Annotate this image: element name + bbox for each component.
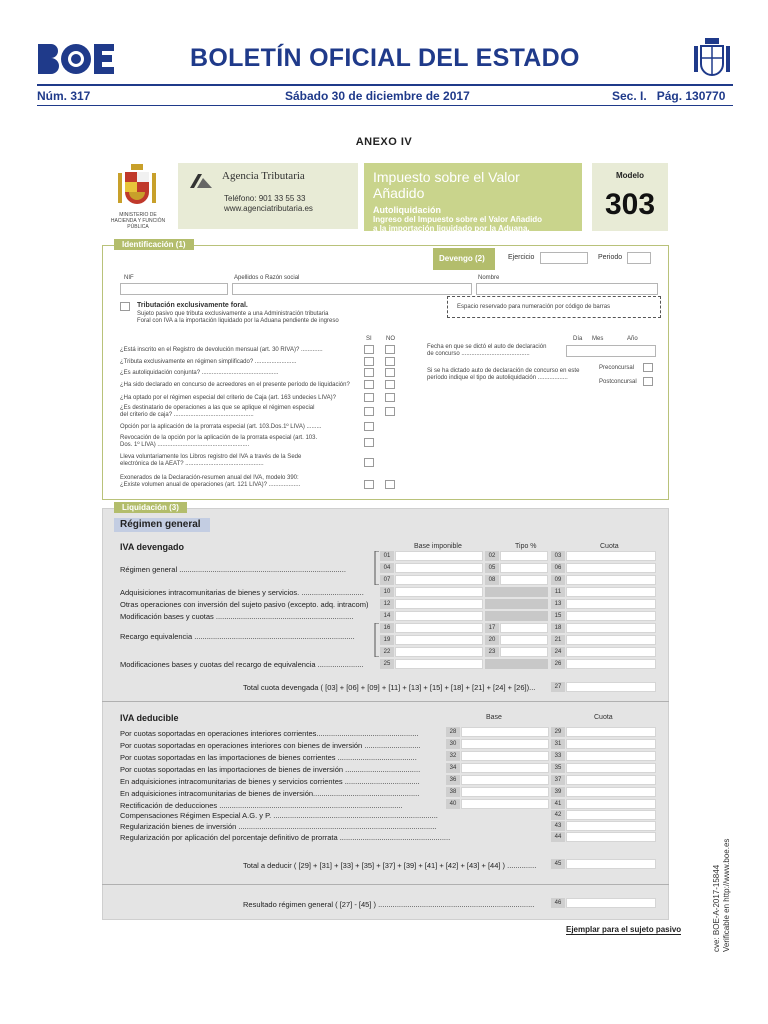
base-36-field[interactable] [461,775,549,785]
question-10-line2: ¿Existe volumen anual de operaciones (art. 121 LIVA)? ................... [120,482,301,488]
iva-deducible-heading: IVA deducible [120,713,179,723]
box-number: 38 [446,787,460,797]
tipo-05-field[interactable] [500,563,548,573]
issue-date: Sábado 30 de diciembre de 2017 [285,89,470,103]
box-number: 20 [485,635,499,645]
base-38-field[interactable] [461,787,549,797]
deducible-label: Por cuotas soportadas en operaciones interiores corrientes................................................. [120,729,419,738]
question-1-no-checkbox[interactable] [385,345,395,354]
question-8-line1: Revocación de la opción por la aplicación de la prorrata especial (art. 103. [120,435,318,441]
cuota-39-field[interactable] [566,787,656,797]
box-number: 02 [485,551,499,561]
base-32-field[interactable] [461,751,549,761]
box-number: 36 [446,775,460,785]
question-8-checkbox[interactable] [364,438,374,447]
regimen-general-label: Régimen general ................................................................................ [120,565,346,574]
base-14-field[interactable] [395,611,483,621]
iva-devengado-heading: IVA devengado [120,542,185,552]
question-3-si-checkbox[interactable] [364,368,374,377]
boe-logo [37,43,115,75]
base-22-field[interactable] [395,647,483,657]
base-01-field[interactable] [395,551,483,561]
question-5-no-checkbox[interactable] [385,393,395,402]
ejercicio-field[interactable] [540,252,588,264]
base-25-field[interactable] [395,659,483,669]
ministry-label: MINISTERIO DE HACIENDA Y FUNCIÓN PÚBLICA [110,212,166,230]
box-number: 08 [485,575,499,585]
question-2-no-checkbox[interactable] [385,357,395,366]
agencia-tributaria-box [178,163,358,229]
identification-tab: Identificación (1) [114,239,194,250]
concurso-label-line2: período indique el tipo de autoliquidación .................. [427,375,568,381]
cuota-11-field[interactable] [566,587,656,597]
fecha-auto-field[interactable] [566,345,656,357]
box-number: 17 [485,623,499,633]
question-1: ¿Está inscrito en el Registro de devolución mensual (art. 30 RIVA)? ............. [120,347,323,353]
fecha-auto-label-line2: de concurso ......................................... [427,351,530,357]
nombre-field[interactable] [476,283,658,295]
postconcursal-label: Postconcursal [599,379,637,385]
cuota-header: Cuota [600,543,619,550]
total-devengada-label: Total cuota devengada ( [03] + [06] + [09] + [11] + [13] + [15] + [18] + [21] + [24] + [26])... [243,683,536,692]
model-number: 303 [604,188,656,221]
box-number: 25 [380,659,394,669]
deducible-label: Rectificación de deducciones ........................................................................................ [120,801,403,810]
question-10-line1: Exonerados de la Declaración-resumen anual del IVA, modelo 390: [120,475,299,481]
base-30-field[interactable] [461,739,549,749]
cuota-41-field[interactable] [566,799,656,809]
question-6-no-checkbox[interactable] [385,407,395,416]
tax-title: Impuesto sobre el Valor Añadido [373,169,520,201]
issue-number: Núm. 317 [37,89,91,103]
box-number: 33 [551,751,565,761]
cuota-15-field[interactable] [566,611,656,621]
tipo-disabled [485,611,548,621]
tax-subtitle: Autoliquidación [373,205,441,215]
question-10-no-checkbox[interactable] [385,480,395,489]
base-07-field[interactable] [395,575,483,585]
box-number: 46 [551,898,565,908]
resultado-46-field[interactable] [566,898,656,908]
tipo-20-field[interactable] [500,635,548,645]
spain-coat-of-arms-color-icon [116,163,158,213]
deducible-label: En adquisiciones intracomunitarias de bienes de inversión................................................... [120,789,420,798]
box-number: 30 [446,739,460,749]
cuota-13-field[interactable] [566,599,656,609]
foral-title: Tributación exclusivamente foral. [137,302,248,309]
postconcursal-checkbox[interactable] [643,377,653,386]
box-number: 09 [551,575,565,585]
box-number: 23 [485,647,499,657]
box-number: 28 [446,727,460,737]
total-deducir-label: Total a deducir ( [29] + [31] + [33] + [35] + [37] + [39] + [41] + [42] + [43] + [44] ) .............. [243,861,537,870]
deducible-label: Por cuotas soportadas en las importaciones de bienes de inversión .................................... [120,765,421,774]
box-number: 40 [446,799,460,809]
box-number: 27 [551,682,565,692]
si-header: SI [366,336,372,342]
box-number: 45 [551,859,565,869]
cuota-43-field[interactable] [566,821,656,831]
cuota-26-field[interactable] [566,659,656,669]
box-number: 35 [551,763,565,773]
question-4: ¿Ha sido declarado en concurso de acreedores en el presente período de liquidación? [120,382,350,388]
box-number: 07 [380,575,394,585]
resultado-label: Resultado régimen general ( [27] - [45] ) ........................................................................... [243,900,535,909]
annex-title: ANEXO IV [355,136,413,148]
otras-operaciones-label: Otras operaciones con inversión del sujeto pasivo (excepto. adq. intracom) [120,600,369,609]
liquidation-tab: Liquidación (3) [114,502,187,513]
bulletin-title: BOLETÍN OFICIAL DEL ESTADO [190,44,580,72]
apellidos-field[interactable] [232,283,472,295]
cuota-18-field[interactable] [566,623,656,633]
box-number: 42 [551,810,565,820]
periodo-label: Periodo [598,254,623,261]
base-header: Base [486,714,502,721]
nombre-label: Nombre [478,275,500,281]
base-12-field[interactable] [395,599,483,609]
nif-label: NIF [124,275,134,281]
deducible-label: Por cuotas soportadas en operaciones interiores con bienes de inversión ........................... [120,741,421,750]
cuota-21-field[interactable] [566,635,656,645]
model-box [592,163,668,231]
cuota-24-field[interactable] [566,647,656,657]
cuota-06-field[interactable] [566,563,656,573]
base-40-field[interactable] [461,799,549,809]
deducible-single-label: Regularización por aplicación del porcentaje definitivo de prorrata ..................................................... [120,833,451,842]
section-divider [102,701,669,702]
box-number: 15 [551,611,565,621]
tipo-disabled [485,659,548,669]
foral-checkbox[interactable] [120,302,130,311]
tipo-header: Tipo % [515,543,537,550]
mes-label: Mes [592,336,604,342]
question-9-line1: Lleva voluntariamente los Libros registro del IVA a través de la Sede [120,454,302,460]
box-number: 34 [446,763,460,773]
base-34-field[interactable] [461,763,549,773]
deducible-label: Por cuotas soportadas en las importaciones de bienes corrientes ...................................... [120,753,417,762]
base-imponible-header: Base imponible [414,543,462,550]
question-2-si-checkbox[interactable] [364,357,374,366]
header-rule-top [37,84,733,86]
devengo-tab: Devengo (2) [433,248,495,270]
box-number: 32 [446,751,460,761]
question-4-si-checkbox[interactable] [364,380,374,389]
box-number: 29 [551,727,565,737]
tipo-17-field[interactable] [500,623,548,633]
base-10-field[interactable] [395,587,483,597]
box-number: 18 [551,623,565,633]
box-number: 12 [380,599,394,609]
question-7-checkbox[interactable] [364,422,374,431]
cuota-31-field[interactable] [566,739,656,749]
box-number: 01 [380,551,394,561]
nif-field[interactable] [120,283,228,295]
box-number: 05 [485,563,499,573]
total-45-field[interactable] [566,859,656,869]
box-number: 13 [551,599,565,609]
verification-url: Verificable en http://www.boe.es [722,838,731,952]
anio-label: Año [627,336,638,342]
dia-label: Día [573,336,583,342]
tipo-disabled [485,587,548,597]
mod-recargo-label: Modificaciones bases y cuotas del recargo de equivalencia ...................... [120,660,364,669]
question-5-si-checkbox[interactable] [364,393,374,402]
question-10-si-checkbox[interactable] [364,480,374,489]
ejercicio-label: Ejercicio [508,254,535,261]
question-9-checkbox[interactable] [364,458,374,467]
question-1-si-checkbox[interactable] [364,345,374,354]
box-number: 44 [551,832,565,842]
box-number: 31 [551,739,565,749]
tipo-23-field[interactable] [500,647,548,657]
cuota-44-field[interactable] [566,832,656,842]
foral-description-line1: Sujeto pasivo que tributa exclusivamente a una Administración tributaria [137,311,329,317]
question-6-si-checkbox[interactable] [364,407,374,416]
box-number: 04 [380,563,394,573]
question-4-no-checkbox[interactable] [385,380,395,389]
cuota-29-field[interactable] [566,727,656,737]
deducible-label: En adquisiciones intracomunitarias de bienes y servicios corrientes .................................... [120,777,420,786]
tax-description-line1: Ingreso del Impuesto sobre el Valor Añadido [373,215,543,224]
agencia-name: Agencia Tributaria [222,170,305,182]
foral-description-line2: Foral con IVA a la importación liquidado por la Aduana pendiente de ingreso [137,318,339,324]
box-number: 19 [380,635,394,645]
box-number: 37 [551,775,565,785]
base-28-field[interactable] [461,727,549,737]
barcode-reserved-label: Espacio reservado para numeración por código de barras [457,304,611,310]
cuota-33-field[interactable] [566,751,656,761]
question-8-line2: Dos. 1º LIVA) ....................................................... [120,442,250,448]
deducible-single-label: Compensaciones Régimen Especial A.G. y P. ............................................................................... [120,811,438,820]
box-number: 39 [551,787,565,797]
cuota-deducible-header: Cuota [594,714,613,721]
concurso-label-line1: Si se ha dictado auto de declaración de concurso en este [427,368,580,374]
cuota-35-field[interactable] [566,763,656,773]
agencia-website: www.agenciatributaria.es [224,204,313,213]
box-number: 16 [380,623,394,633]
tipo-disabled [485,599,548,609]
base-16-field[interactable] [395,623,483,633]
tax-title-box [364,163,582,231]
model-label: Modelo [616,171,644,180]
box-number: 22 [380,647,394,657]
header-rule-bottom [37,105,733,106]
box-number: 06 [551,563,565,573]
apellidos-label: Apellidos o Razón social [234,275,300,281]
base-19-field[interactable] [395,635,483,645]
box-number: 03 [551,551,565,561]
deducible-single-label: Regularización bienes de inversión ............................................................................................... [120,822,437,831]
ejemplar-label: Ejemplar para el sujeto pasivo [566,925,682,934]
box-number: 24 [551,647,565,657]
question-7: Opción por la aplicación de la prorrata especial (art. 103.Dos.1º LIVA) ......... [120,424,322,430]
regimen-general-heading: Régimen general [114,518,210,532]
adquisiciones-label: Adquisiciones intracomunitarias de bienes y servicios. .............................. [120,588,364,597]
box-number: 21 [551,635,565,645]
question-2: ¿Tributa exclusivamente en régimen simplificado? ......................... [120,359,297,365]
cuota-42-field[interactable] [566,810,656,820]
cuota-09-field[interactable] [566,575,656,585]
cve-code: cve: BOE-A-2017-15844 [712,864,721,952]
fecha-auto-label-line1: Fecha en que se dictó el auto de declaración [427,344,547,350]
base-04-field[interactable] [395,563,483,573]
agencia-phone: Teléfono: 901 33 55 33 [224,194,306,203]
tipo-02-field[interactable] [500,551,548,561]
question-3-no-checkbox[interactable] [385,368,395,377]
question-5: ¿Ha optado por el régimen especial del criterio de Caja (art. 163 undecies LIVA)? [120,395,337,401]
question-6-line1: ¿Es destinatario de operaciones a las que se aplique el régimen especial [120,405,315,411]
recargo-equivalencia-label: Recargo equivalencia ............................................................................. [120,632,355,641]
section-divider [102,884,669,885]
cuota-37-field[interactable] [566,775,656,785]
total-27-field[interactable] [566,682,656,692]
box-number: 14 [380,611,394,621]
box-number: 10 [380,587,394,597]
section-page: Sec. I. Pág. 130770 [612,89,726,103]
box-number: 41 [551,799,565,809]
preconcursal-label: Preconcursal [599,365,635,371]
verification-text [712,792,732,952]
question-3: ¿Es autoliquidación conjunta? .............................................. [120,370,279,376]
cuota-03-field[interactable] [566,551,656,561]
tipo-08-field[interactable] [500,575,548,585]
no-header: NO [386,336,395,342]
box-number: 26 [551,659,565,669]
agencia-tributaria-logo-icon [188,172,214,190]
box-number: 43 [551,821,565,831]
tax-description-line2: a la importación liquidado por la Aduana. [373,224,530,233]
question-9-line2: electrónica de la AEAT? ............................................... [120,461,264,467]
spain-coat-of-arms-icon [692,36,732,80]
periodo-field[interactable] [627,252,651,264]
preconcursal-checkbox[interactable] [643,363,653,372]
box-number: 11 [551,587,565,597]
question-6-line2: del criterio de caja? ................................................ [120,412,254,418]
modificaciones-label: Modificación bases y cuotas .................................................................. [120,612,354,621]
